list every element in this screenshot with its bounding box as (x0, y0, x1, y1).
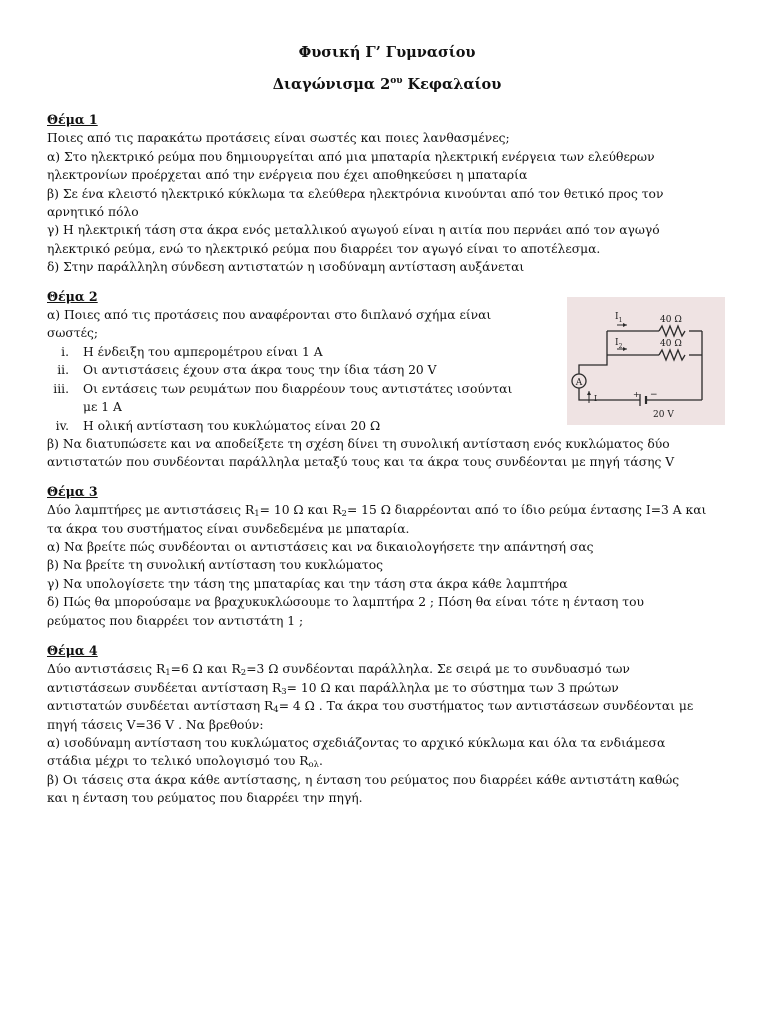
resistor-2-label: 40 Ω (660, 339, 682, 350)
list-item: με 1 Α (83, 400, 122, 415)
theme-3-heading: Θέμα 3 (47, 483, 98, 499)
ammeter-label: A (575, 378, 583, 389)
battery-minus-icon: − (650, 390, 658, 401)
theme-1-line: Ποιες από τις παρακάτω προτάσεις είναι σωστές και ποιες λανθασμένες; (47, 131, 510, 146)
theme-1-line: αρνητικό πόλο (47, 205, 139, 220)
page-title: Φυσική Γ’ Γυμνασίου (298, 44, 476, 61)
current-arrow-icon (623, 323, 627, 327)
theme-3-line: δ) Πώς θα μπορούσαμε να βραχυκυκλώσουμε το λαμπτήρα 2 ; Πόση θα είναι τότε η ένταση του (47, 595, 644, 610)
theme-3-line: Δύο λαμπτήρες με αντιστάσεις $R_1= 10$ Ω και $R_2= 15$ Ω διαρρέονται από το ίδιο ρεύμα έντασης Ι=3 Α και (47, 503, 707, 520)
exam-page (47, 40, 727, 808)
theme-4-line: Δύο αντιστάσεις $R_1=6$ Ω και $R_2=3$ Ω συνδέονται παράλληλα. Σε σειρά με το συνδυασμό των (47, 662, 630, 679)
current-arrow-icon (623, 347, 627, 351)
theme-1-line: γ) Η ηλεκτρική τάση στα άκρα ενός μεταλλικού αγωγού είναι η αιτία που περνάει από τον αγωγό (47, 223, 660, 238)
list-item: iii. Οι εντάσεις των ρευμάτων που διαρρέουν τους αντιστάτες ισούνται (53, 381, 513, 396)
current-i2-label: $I_2$ (615, 338, 623, 351)
theme-2-statements (47, 343, 547, 435)
theme-2-part-b: αντιστατών που συνδέονται παράλληλα μεταξύ τους και τα άκρα τους συνδέονται με πηγή τάσης V (47, 455, 675, 470)
theme-2-heading: Θέμα 2 (47, 288, 98, 304)
theme-3-section (47, 483, 727, 630)
list-item: ii. Οι αντιστάσεις έχουν στα άκρα τους την ίδια τάση 20 V (57, 363, 437, 378)
theme-4-line: β) Οι τάσεις στα άκρα κάθε αντίστασης, η ένταση του ρεύματος που διαρρέει κάθε αντιστάτη καθώς (47, 772, 680, 787)
theme-2-intro: α) Ποιες από τις προτάσεις που αναφέρονται στο διπλανό σχήμα είναι (47, 308, 492, 323)
theme-2-section (47, 288, 727, 472)
current-label: I (594, 394, 598, 404)
theme-3-line: γ) Να υπολογίσετε την τάση της μπαταρίας και την τάση στα άκρα κάθε λαμπτήρα (47, 576, 568, 591)
theme-1-line: δ) Στην παράλληλη σύνδεση αντιστατών η ισοδύναμη αντίσταση αυξάνεται (47, 260, 525, 275)
theme-1-line: ηλεκτρικό ρεύμα, ενώ το ηλεκτρικό ρεύμα που διαρρέει τον αγωγό είναι το αποτέλεσμα. (47, 241, 601, 256)
list-item: i. Η ένδειξη του αμπερομέτρου είναι 1 A (61, 344, 323, 359)
theme-3-line: τα άκρα του συστήματος είναι συνδεδεμένα με μπαταρία. (47, 521, 410, 536)
current-i1-label: $I_1$ (615, 312, 623, 325)
theme-1-section (47, 111, 727, 277)
theme-4-line: πηγή τάσεις V=36 V . Να βρεθούν: (47, 717, 264, 732)
current-arrow-icon (587, 391, 591, 395)
battery-plus-icon: + (633, 390, 640, 400)
theme-1-line: α) Στο ηλεκτρικό ρεύμα που δημιουργείται από μια μπαταρία ηλεκτρική ενέργεια των ελεύθερων (47, 149, 655, 164)
theme-4-line: αντιστάσεων συνδέεται αντίσταση $R_3= 10$ Ω και παράλληλα με το σύστημα των 3 πρώτων (47, 680, 619, 697)
theme-4-heading: Θέμα 4 (47, 642, 98, 658)
theme-4-line: α) ισοδύναμη αντίσταση του κυκλώματος σχεδιάζοντας το αρχικό κύκλωμα και όλα τα ενδιάμεσα (47, 736, 666, 750)
circuit-figure (567, 297, 725, 425)
source-voltage-label: 20 V (653, 410, 674, 421)
theme-4-line: και η ένταση του ρεύματος που διαρρέει την πηγή. (47, 791, 363, 806)
theme-3-line: α) Να βρείτε πώς συνδέονται οι αντιστάσεις και να δικαιολογήσετε την απάντησή σας (47, 539, 594, 554)
theme-3-line: β) Να βρείτε τη συνολική αντίσταση του κυκλώματος (47, 558, 384, 573)
theme-2-part-b: β) Να διατυπώσετε και να αποδείξετε τη σχέση δίνει τη συνολική αντίσταση ενός κυκλώματος δύο (47, 436, 670, 451)
theme-4-line: αντιστατών συνδέεται αντίσταση $R_4= 4$ Ω . Τα άκρα του συστήματος των αντιστάσεων συνδέονται με (47, 699, 694, 716)
theme-1-heading: Θέμα 1 (47, 112, 98, 127)
list-item: iv. Η ολική αντίσταση του κυκλώματος είναι 20 Ω (55, 418, 381, 433)
theme-3-line: ρεύματος που διαρρέει τον αντιστάτη 1 ; (47, 613, 304, 628)
theme-4-line: στάδια μέχρι το τελικό υπολογισμό του $R_{o\lambda}$. (47, 754, 323, 771)
theme-1-line: ηλεκτρονίων προέρχεται από την ενέργεια που έχει αποθηκεύσει η μπαταρία (47, 168, 528, 183)
theme-1-line: β) Σε ένα κλειστό ηλεκτρικό κύκλωμα τα ελεύθερα ηλεκτρόνια κινούνται από τον θετικό προς τον (47, 186, 664, 201)
theme-4-section (47, 642, 727, 808)
theme-2-intro: σωστές; (47, 326, 99, 341)
page-subtitle: Διαγώνισμα $2^{o\upsilon}$ Κεφαλαίου (272, 76, 502, 93)
resistor-1-label: 40 Ω (660, 315, 682, 326)
